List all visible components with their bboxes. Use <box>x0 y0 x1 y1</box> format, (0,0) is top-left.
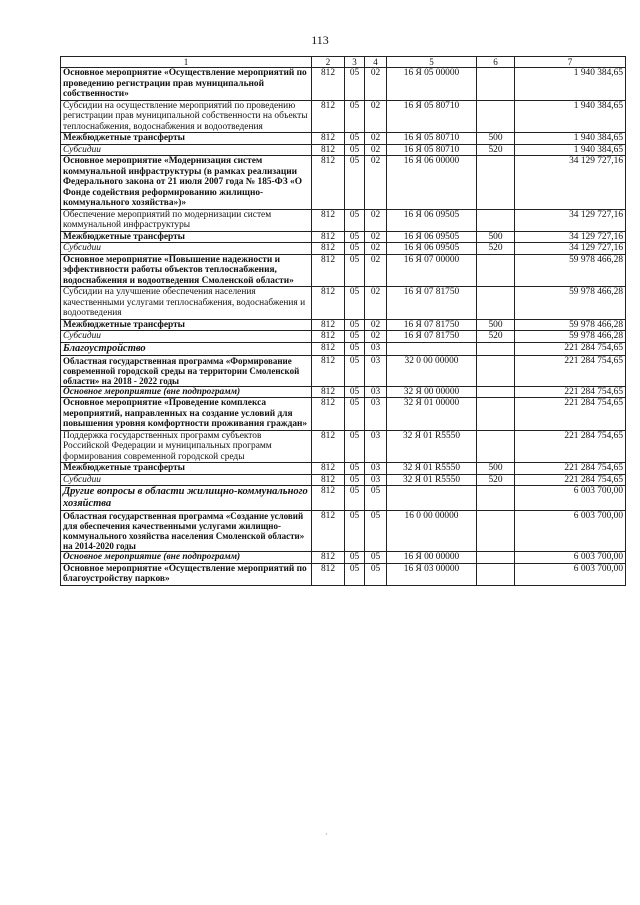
row-amount: 1 940 384,65 <box>515 133 626 145</box>
row-subsection-code: 05 <box>365 563 387 585</box>
row-ministry-code: 812 <box>312 474 345 486</box>
row-target-article: 16 Я 05 80710 <box>387 144 477 156</box>
row-subsection-code: 03 <box>365 430 387 463</box>
row-expense-type <box>477 486 515 511</box>
row-target-article: 32 Я 01 00000 <box>387 398 477 431</box>
row-ministry-code: 812 <box>312 100 345 133</box>
row-section-code: 05 <box>345 156 365 210</box>
row-name: Другие вопросы в области жилищно-коммунального хозяйства <box>61 486 312 511</box>
table-row <box>61 342 626 355</box>
row-expense-type <box>477 287 515 320</box>
row-amount: 221 284 754,65 <box>515 430 626 463</box>
row-target-article: 16 0 00 00000 <box>387 511 477 552</box>
row-expense-type <box>477 355 515 386</box>
table-header-row <box>61 57 626 68</box>
table-row <box>61 486 626 511</box>
table-row <box>61 287 626 320</box>
table-row <box>61 355 626 386</box>
row-name: Субсидии <box>61 243 312 255</box>
table-row <box>61 474 626 486</box>
row-section-code: 05 <box>345 342 365 355</box>
row-expense-type <box>477 342 515 355</box>
row-ministry-code: 812 <box>312 463 345 475</box>
row-expense-type: 520 <box>477 331 515 343</box>
row-expense-type: 520 <box>477 243 515 255</box>
table-row <box>61 68 626 101</box>
table-row <box>61 386 626 398</box>
table-row <box>61 563 626 585</box>
row-name: Областная государственная программа «Формирование современной городской среды на территории Смоленской области» на 2018 - 2022 годы <box>61 355 312 386</box>
row-amount: 6 003 700,00 <box>515 511 626 552</box>
row-ministry-code: 812 <box>312 144 345 156</box>
row-ministry-code: 812 <box>312 231 345 243</box>
row-target-article: 32 Я 01 R5550 <box>387 463 477 475</box>
row-subsection-code: 02 <box>365 243 387 255</box>
scan-mark: · <box>325 830 328 839</box>
row-ministry-code: 812 <box>312 430 345 463</box>
row-name: Субсидии <box>61 144 312 156</box>
row-amount: 6 003 700,00 <box>515 563 626 585</box>
row-expense-type: 500 <box>477 133 515 145</box>
row-section-code: 05 <box>345 474 365 486</box>
table-row <box>61 156 626 210</box>
row-section-code: 05 <box>345 355 365 386</box>
row-section-code: 05 <box>345 133 365 145</box>
row-section-code: 05 <box>345 398 365 431</box>
row-target-article: 16 Я 03 00000 <box>387 563 477 585</box>
row-section-code: 05 <box>345 68 365 101</box>
row-expense-type <box>477 68 515 101</box>
table-row <box>61 430 626 463</box>
row-amount: 221 284 754,65 <box>515 463 626 475</box>
row-amount: 6 003 700,00 <box>515 486 626 511</box>
table-row <box>61 319 626 331</box>
row-subsection-code: 02 <box>365 133 387 145</box>
page-number: 113 <box>311 33 329 47</box>
row-name: Основное мероприятие «Повышение надежности и эффективности работы объектов теплоснабжения, водоснабжения и водоотведения Смоленской области» <box>61 254 312 287</box>
row-amount: 6 003 700,00 <box>515 552 626 564</box>
row-amount: 221 284 754,65 <box>515 342 626 355</box>
row-name: Основное мероприятие «Модернизация систем коммунальной инфраструктуры (в рамках реализации Федерального закона от 21 июля 2007 года № 185-ФЗ «О Фонде содействия реформированию жилищно-коммунального хозяйства»)» <box>61 156 312 210</box>
header-col-4: 4 <box>365 57 387 68</box>
row-target-article: 16 Я 00 00000 <box>387 552 477 564</box>
row-amount: 1 940 384,65 <box>515 100 626 133</box>
row-expense-type <box>477 156 515 210</box>
row-amount: 221 284 754,65 <box>515 398 626 431</box>
row-subsection-code: 02 <box>365 254 387 287</box>
row-expense-type: 500 <box>477 231 515 243</box>
row-ministry-code: 812 <box>312 68 345 101</box>
row-subsection-code: 02 <box>365 68 387 101</box>
row-name: Субсидии <box>61 474 312 486</box>
row-ministry-code: 812 <box>312 287 345 320</box>
row-subsection-code: 02 <box>365 209 387 231</box>
row-expense-type <box>477 511 515 552</box>
row-ministry-code: 812 <box>312 355 345 386</box>
row-ministry-code: 812 <box>312 319 345 331</box>
row-subsection-code: 05 <box>365 552 387 564</box>
row-target-article: 16 Я 05 80710 <box>387 100 477 133</box>
row-expense-type <box>477 254 515 287</box>
row-section-code: 05 <box>345 231 365 243</box>
row-target-article: 32 Я 01 R5550 <box>387 474 477 486</box>
header-col-6: 6 <box>477 57 515 68</box>
row-expense-type <box>477 398 515 431</box>
row-ministry-code: 812 <box>312 398 345 431</box>
row-section-code: 05 <box>345 430 365 463</box>
row-ministry-code: 812 <box>312 563 345 585</box>
row-section-code: 05 <box>345 386 365 398</box>
row-subsection-code: 03 <box>365 463 387 475</box>
row-subsection-code: 05 <box>365 511 387 552</box>
row-subsection-code: 02 <box>365 156 387 210</box>
row-section-code: 05 <box>345 100 365 133</box>
row-amount: 34 129 727,16 <box>515 231 626 243</box>
row-target-article: 16 Я 06 09505 <box>387 231 477 243</box>
row-subsection-code: 02 <box>365 100 387 133</box>
row-subsection-code: 02 <box>365 331 387 343</box>
row-subsection-code: 05 <box>365 486 387 511</box>
table-row <box>61 243 626 255</box>
row-target-article: 16 Я 07 81750 <box>387 319 477 331</box>
row-amount: 34 129 727,16 <box>515 209 626 231</box>
row-name: Поддержка государственных программ субъектов Российской Федерации и муниципальных программ формирования современной городской среды <box>61 430 312 463</box>
row-section-code: 05 <box>345 563 365 585</box>
row-expense-type <box>477 100 515 133</box>
row-section-code: 05 <box>345 254 365 287</box>
row-section-code: 05 <box>345 209 365 231</box>
row-amount: 221 284 754,65 <box>515 386 626 398</box>
table-row <box>61 231 626 243</box>
row-target-article <box>387 486 477 511</box>
table-row <box>61 331 626 343</box>
row-ministry-code: 812 <box>312 386 345 398</box>
row-ministry-code: 812 <box>312 133 345 145</box>
budget-table <box>60 56 626 586</box>
table-row <box>61 463 626 475</box>
row-name: Основное мероприятие «Осуществление мероприятий по проведению регистрации прав муниципальной собственности» <box>61 68 312 101</box>
row-subsection-code: 03 <box>365 386 387 398</box>
table-row <box>61 209 626 231</box>
row-name: Межбюджетные трансферты <box>61 319 312 331</box>
row-ministry-code: 812 <box>312 552 345 564</box>
row-amount: 59 978 466,28 <box>515 331 626 343</box>
row-name: Межбюджетные трансферты <box>61 463 312 475</box>
row-ministry-code: 812 <box>312 486 345 511</box>
row-ministry-code: 812 <box>312 342 345 355</box>
row-name: Основное мероприятие «Осуществление мероприятий по благоустройству парков» <box>61 563 312 585</box>
row-ministry-code: 812 <box>312 156 345 210</box>
table-row <box>61 511 626 552</box>
row-expense-type: 520 <box>477 144 515 156</box>
row-name: Основное мероприятие «Проведение комплекса мероприятий, направленных на создание условий для повышения уровня комфортности проживания граждан» <box>61 398 312 431</box>
row-name: Межбюджетные трансферты <box>61 133 312 145</box>
table-row <box>61 133 626 145</box>
row-amount: 1 940 384,65 <box>515 144 626 156</box>
row-expense-type <box>477 552 515 564</box>
header-col-7: 7 <box>515 57 626 68</box>
row-amount: 34 129 727,16 <box>515 243 626 255</box>
row-target-article: 16 Я 07 81750 <box>387 287 477 320</box>
row-section-code: 05 <box>345 331 365 343</box>
row-subsection-code: 02 <box>365 144 387 156</box>
row-section-code: 05 <box>345 486 365 511</box>
row-section-code: 05 <box>345 287 365 320</box>
row-section-code: 05 <box>345 463 365 475</box>
header-col-1: 1 <box>61 57 312 68</box>
row-name: Субсидии на осуществление мероприятий по проведению регистрации прав муниципальной собственности на объекты теплоснабжения, водоснабжения и водоотведения <box>61 100 312 133</box>
row-ministry-code: 812 <box>312 209 345 231</box>
row-subsection-code: 03 <box>365 474 387 486</box>
row-section-code: 05 <box>345 319 365 331</box>
row-amount: 221 284 754,65 <box>515 474 626 486</box>
row-name: Обеспечение мероприятий по модернизации систем коммунальной инфраструктуры <box>61 209 312 231</box>
table-row <box>61 552 626 564</box>
row-ministry-code: 812 <box>312 511 345 552</box>
row-subsection-code: 02 <box>365 319 387 331</box>
row-section-code: 05 <box>345 552 365 564</box>
row-target-article: 16 Я 07 81750 <box>387 331 477 343</box>
row-name: Межбюджетные трансферты <box>61 231 312 243</box>
row-expense-type: 500 <box>477 463 515 475</box>
row-target-article: 16 Я 06 09505 <box>387 209 477 231</box>
row-expense-type <box>477 563 515 585</box>
row-section-code: 05 <box>345 243 365 255</box>
row-name: Основное мероприятие (вне подпрограмм) <box>61 552 312 564</box>
row-name: Субсидии <box>61 331 312 343</box>
row-expense-type <box>477 386 515 398</box>
row-ministry-code: 812 <box>312 243 345 255</box>
row-amount: 34 129 727,16 <box>515 156 626 210</box>
row-expense-type <box>477 430 515 463</box>
row-amount: 59 978 466,28 <box>515 319 626 331</box>
row-expense-type: 520 <box>477 474 515 486</box>
table-row <box>61 100 626 133</box>
row-amount: 1 940 384,65 <box>515 68 626 101</box>
table-row <box>61 254 626 287</box>
row-name: Благоустройство <box>61 342 312 355</box>
row-ministry-code: 812 <box>312 254 345 287</box>
row-subsection-code: 03 <box>365 355 387 386</box>
row-target-article: 16 Я 06 09505 <box>387 243 477 255</box>
table-row <box>61 144 626 156</box>
row-section-code: 05 <box>345 144 365 156</box>
header-col-5: 5 <box>387 57 477 68</box>
row-target-article: 16 Я 05 80710 <box>387 133 477 145</box>
row-section-code: 05 <box>345 511 365 552</box>
row-expense-type: 500 <box>477 319 515 331</box>
row-subsection-code: 02 <box>365 231 387 243</box>
row-target-article: 16 Я 05 00000 <box>387 68 477 101</box>
row-target-article: 16 Я 07 00000 <box>387 254 477 287</box>
header-col-2: 2 <box>312 57 345 68</box>
row-target-article <box>387 342 477 355</box>
row-amount: 59 978 466,28 <box>515 254 626 287</box>
row-name: Субсидии на улучшение обеспечения населения качественными услугами теплоснабжения, водоснабжения и водоотведения <box>61 287 312 320</box>
row-subsection-code: 03 <box>365 342 387 355</box>
row-target-article: 32 Я 00 00000 <box>387 386 477 398</box>
row-name: Основное мероприятие (вне подпрограмм) <box>61 386 312 398</box>
row-amount: 221 284 754,65 <box>515 355 626 386</box>
header-col-3: 3 <box>345 57 365 68</box>
row-target-article: 32 0 00 00000 <box>387 355 477 386</box>
table-row <box>61 398 626 431</box>
row-subsection-code: 02 <box>365 287 387 320</box>
row-target-article: 32 Я 01 R5550 <box>387 430 477 463</box>
row-expense-type <box>477 209 515 231</box>
row-ministry-code: 812 <box>312 331 345 343</box>
row-subsection-code: 03 <box>365 398 387 431</box>
row-name: Областная государственная программа «Создание условий для обеспечения качественными услугами жилищно-коммунального хозяйства населения Смоленской области» на 2014-2020 годы <box>61 511 312 552</box>
row-amount: 59 978 466,28 <box>515 287 626 320</box>
row-target-article: 16 Я 06 00000 <box>387 156 477 210</box>
